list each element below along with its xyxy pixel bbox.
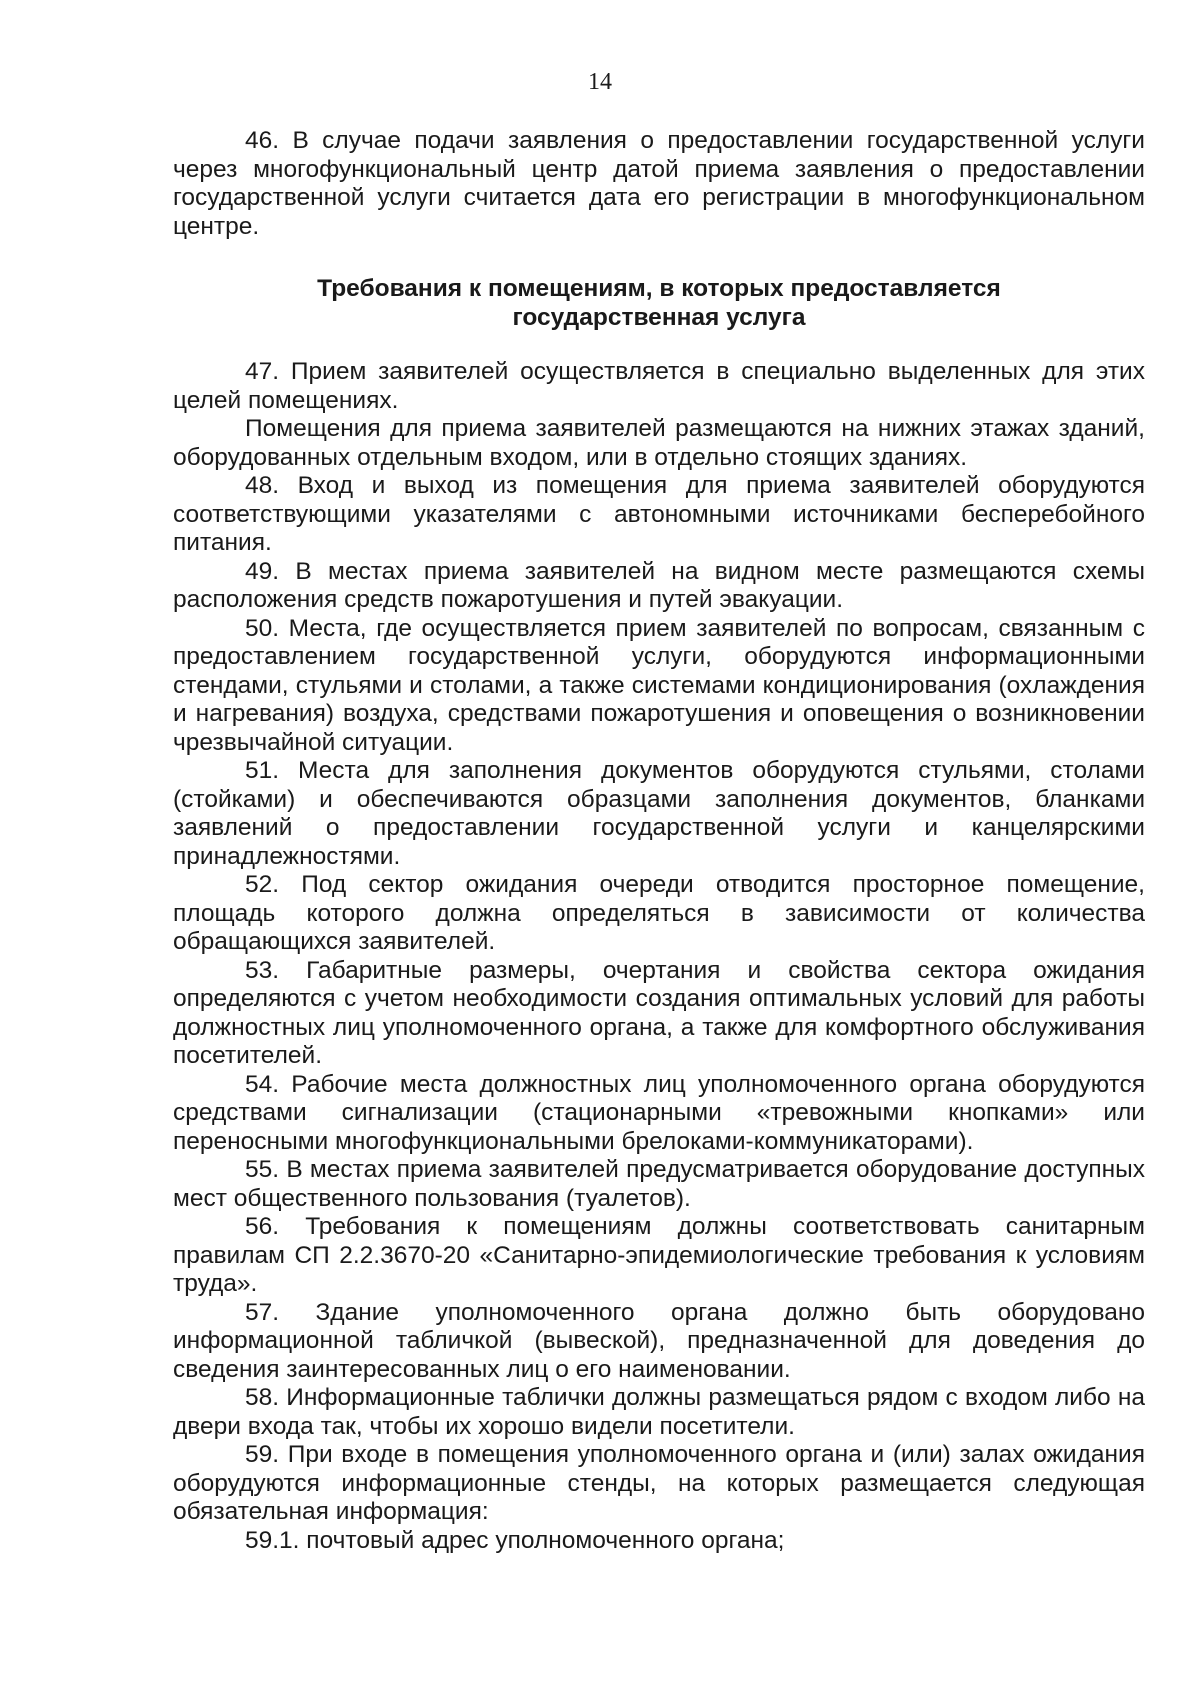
paragraph-59: 59. При входе в помещения уполномоченного органа и (или) залах ожидания оборудуются информационные стенды, на которых размещается следующая обязательная информация: [173,1441,1145,1525]
paragraph-47-continued: Помещения для приема заявителей размещаются на нижних этажах зданий, оборудованных отдельным входом, или в отдельно стоящих зданиях. [173,415,1145,471]
paragraph-52: 52. Под сектор ожидания очереди отводится просторное помещение, площадь которого должна определяться в зависимости от количества обращающихся заявителей. [173,871,1145,955]
section-heading [173,275,1145,332]
paragraph-46: 46. В случае подачи заявления о предоставлении государственной услуги через многофункциональный центр датой приема заявления о предоставлении государственной услуги считается дата его регистрации в многофункциональном центре. [173,127,1145,240]
paragraph-50: 50. Места, где осуществляется прием заявителей по вопросам, связанным с предоставлением государственной услуги, оборудуются информационными стендами, стульями и столами, а также системами кондиционирования (охлаждения и нагревания) воздуха, средствами пожаротушения и оповещения о возникновении чрезвычайной ситуации. [173,614,1145,756]
paragraph-55: 55. В местах приема заявителей предусматривается оборудование доступных мест общественного пользования (туалетов). [173,1156,1145,1212]
paragraph-58: 58. Информационные таблички должны размещаться рядом с входом либо на двери входа так, чтобы их хорошо видели посетители. [173,1384,1145,1440]
paragraph-59-1: 59.1. почтовый адрес уполномоченного органа; [245,1526,785,1554]
section-heading-line-2: государственная услуга [512,303,806,331]
paragraph-51: 51. Места для заполнения документов оборудуются стульями, столами (стойками) и обеспечиваются образцами заполнения документов, бланками заявлений о предоставлении государственной услуги и канцелярскими принадлежностями. [173,757,1145,870]
paragraph-48: 48. Вход и выход из помещения для приема заявителей оборудуются соответствующими указателями с автономными источниками бесперебойного питания. [173,472,1145,556]
paragraph-53: 53. Габаритные размеры, очертания и свойства сектора ожидания определяются с учетом необходимости создания оптимальных условий для работы должностных лиц уполномоченного органа, а также для комфортного обслуживания посетителей. [173,956,1145,1069]
page-number: 14 [588,69,612,95]
paragraph-54: 54. Рабочие места должностных лиц уполномоченного органа оборудуются средствами сигнализации (стационарными «тревожными кнопками» или переносными многофункциональными брелоками-коммуникаторами). [173,1070,1145,1155]
document-body [173,127,1145,1555]
paragraph-47: 47. Прием заявителей осуществляется в специально выделенных для этих целей помещениях. [173,358,1145,414]
section-heading-line-1: Требования к помещениям, в которых предоставляется [317,275,1001,302]
paragraph-49: 49. В местах приема заявителей на видном месте размещаются схемы расположения средств пожаротушения и путей эвакуации. [173,557,1145,613]
paragraph-57: 57. Здание уполномоченного органа должно быть оборудовано информационной табличкой (вывеской), предназначенной для доведения до сведения заинтересованных лиц о его наименовании. [173,1298,1145,1383]
paragraph-56: 56. Требования к помещениям должны соответствовать санитарным правилам СП 2.2.3670-20 «Санитарно-эпидемиологические требования к условиям труда». [173,1213,1145,1297]
